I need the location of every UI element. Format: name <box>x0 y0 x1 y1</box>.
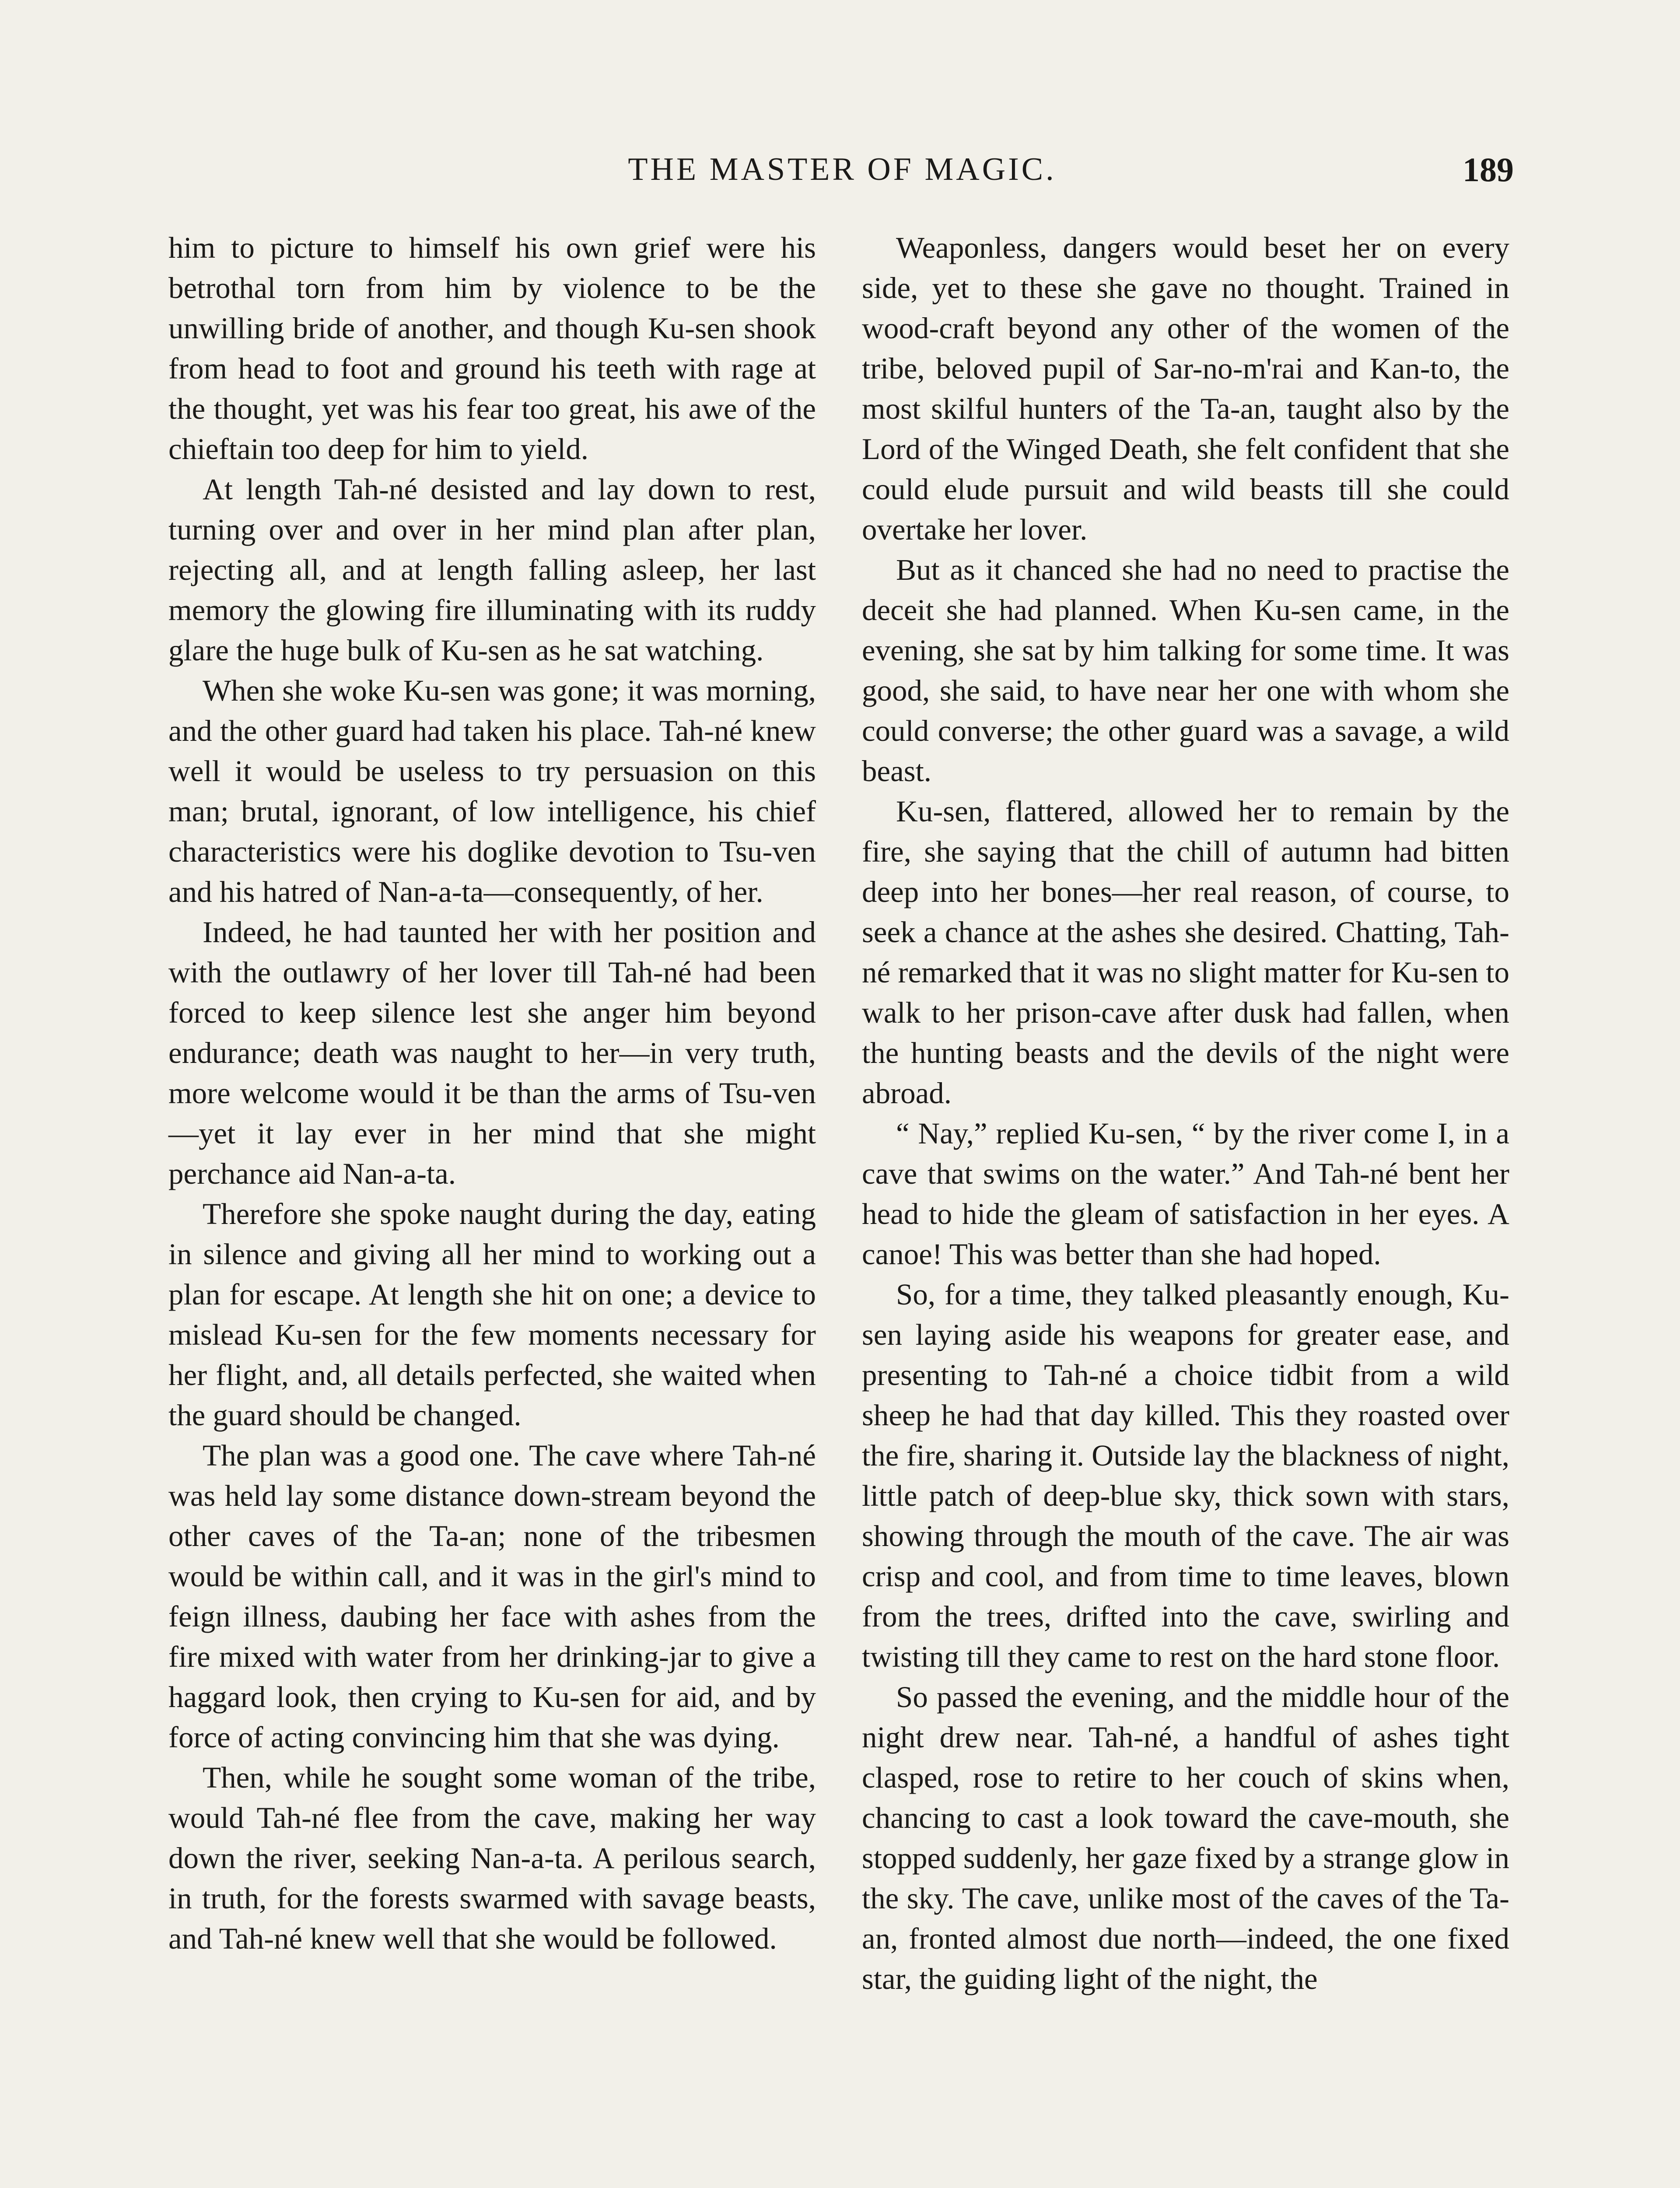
paragraph: “ Nay,” replied Ku-sen, “ by the river come I, in a cave that swims on the water.” And Tah-né bent her head to hide the gleam of satisfaction in her eyes. A canoe! This was better than she had hoped. <box>862 1117 1509 1271</box>
paragraph: So passed the evening, and the middle hour of the night drew near. Tah-né, a handful of ashes tight clasped, rose to retire to her couch of skins when, chancing to cast a look toward the cave-mouth, she stopped suddenly, her gaze fixed by a strange glow in the sky. The cave, unlike most of the caves of the Ta-an, fronted almost due north—indeed, the one fixed star, the guiding light of the night, the <box>862 1680 1509 1995</box>
paragraph: Ku-sen, flattered, allowed her to remain by the fire, she saying that the chill of autumn had bitten deep into her bones—her real reason, of course, to seek a chance at the ashes she desired. Chatting, Tah-né remarked that it was no slight matter for Ku-sen to walk to her prison-cave after dusk had fallen, when the hunting beasts and the devils of the night were abroad. <box>862 795 1509 1110</box>
left-column <box>168 228 816 1959</box>
paragraph: Indeed, he had taunted her with her position and with the outlawry of her lover till Tah-né had been forced to keep silence lest she anger him beyond endurance; death was naught to her—in very truth, more welcome would it be than the arms of Tsu-ven—yet it lay ever in her mind that she might perchance aid Nan-a-ta. <box>168 915 816 1190</box>
paragraph: Then, while he sought some woman of the tribe, would Tah-né flee from the cave, making her way down the river, seeking Nan-a-ta. A perilous search, in truth, for the forests swarmed with savage beasts, and Tah-né knew well that she would be followed. <box>168 1761 816 1955</box>
paragraph: So, for a time, they talked pleasantly enough, Ku-sen laying aside his weapons for greater ease, and presenting to Tah-né a choice tidbit from a wild sheep he had that day killed. This they roasted over the fire, sharing it. Outside lay the blackness of night, little patch of deep-blue sky, thick sown with stars, showing through the mouth of the cave. The air was crisp and cool, and from time to time leaves, blown from the trees, drifted into the cave, swirling and twisting till they came to rest on the hard stone floor. <box>862 1278 1509 1673</box>
right-column <box>862 228 1509 1999</box>
page-number: 189 <box>1463 151 1514 189</box>
running-head: THE MASTER OF MAGIC. <box>628 151 1057 187</box>
paragraph: him to picture to himself his own grief were his betrothal torn from him by violence to be the unwilling bride of another, and though Ku-sen shook from head to foot and ground his teeth with rage at the thought, yet was his fear too great, his awe of the chieftain too deep for him to yield. <box>168 231 816 466</box>
page-header <box>171 151 1514 203</box>
paragraph: At length Tah-né desisted and lay down to rest, turning over and over in her mind plan after plan, rejecting all, and at length falling asleep, her last memory the glowing fire illuminating with its ruddy glare the huge bulk of Ku-sen as he sat watching. <box>168 473 816 667</box>
paragraph: But as it chanced she had no need to practise the deceit she had planned. When Ku-sen came, in the evening, she sat by him talking for some time. It was good, she said, to have near her one with whom she could converse; the other guard was a savage, a wild beast. <box>862 553 1509 788</box>
paragraph: Weaponless, dangers would beset her on every side, yet to these she gave no thought. Trained in wood-craft beyond any other of the women of the tribe, beloved pupil of Sar-no-m'rai and Kan-to, the most skilful hunters of the Ta-an, taught also by the Lord of the Winged Death, she felt confident that she could elude pursuit and wild beasts till she could overtake her lover. <box>862 231 1509 546</box>
paragraph: Therefore she spoke naught during the day, eating in silence and giving all her mind to working out a plan for escape. At length she hit on one; a device to mislead Ku-sen for the few moments necessary for her flight, and, all details perfected, she waited when the guard should be changed. <box>168 1197 816 1432</box>
paragraph: When she woke Ku-sen was gone; it was morning, and the other guard had taken his place. Tah-né knew well it would be useless to try persuasion on this man; brutal, ignorant, of low intelligence, his chief characteristics were his doglike devotion to Tsu-ven and his hatred of Nan-a-ta—consequently, of her. <box>168 674 816 908</box>
paragraph: The plan was a good one. The cave where Tah-né was held lay some distance down-stream beyond the other caves of the Ta-an; none of the tribesmen would be within call, and it was in the girl's mind to feign illness, daubing her face with ashes from the fire mixed with water from her drinking-jar to give a haggard look, then crying to Ku-sen for aid, and by force of acting convincing him that she was dying. <box>168 1439 816 1754</box>
